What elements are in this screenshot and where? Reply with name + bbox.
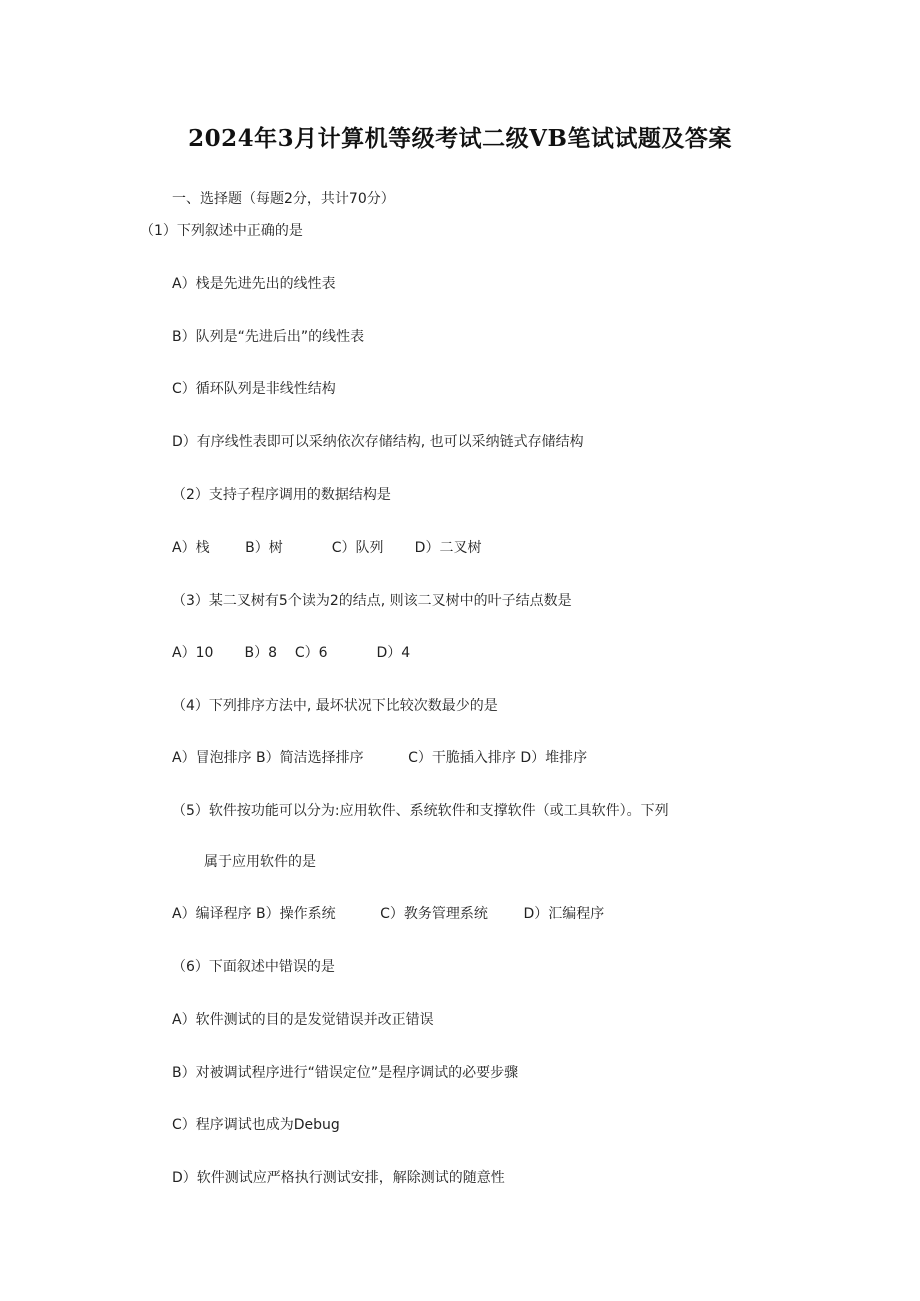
q6-option-d: D）软件测试应严格执行测试安排，解除测试的随意性 [172, 1170, 505, 1186]
q1-option-b: B）队列是“先进后出”的线性表 [172, 329, 365, 345]
question-5-continued: 属于应用软件的是 [204, 854, 316, 870]
q6-option-a: A）软件测试的目的是发觉错误并改正错误 [172, 1012, 434, 1028]
q5-options: A）编译程序 B）操作系统 C）教务管理系统 D）汇编程序 [172, 906, 605, 922]
question-2: （2）支持子程序调用的数据结构是 [172, 487, 391, 503]
question-6: （6）下面叙述中错误的是 [172, 959, 335, 975]
q3-options: A）10 B）8 C）6 D）4 [172, 645, 411, 661]
q4-options: A）冒泡排序 B）简洁选择排序 C）干脆插入排序 D）堆排序 [172, 750, 588, 766]
section-heading: 一、选择题（每题2分，共计70分） [172, 191, 395, 207]
q2-options: A）栈 B）树 C）队列 D）二叉树 [172, 540, 482, 556]
question-3: （3）某二叉树有5个读为2的结点, 则该二叉树中的叶子结点数是 [172, 593, 572, 609]
q6-option-b: B）对被调试程序进行“错误定位”是程序调试的必要步骤 [172, 1065, 519, 1081]
question-1: （1）下列叙述中正确的是 [140, 223, 303, 239]
q6-option-c: C）程序调试也成为Debug [172, 1117, 340, 1133]
document-title: 2024年3月计算机等级考试二级VB笔试试题及答案 [188, 125, 732, 152]
q1-option-a: A）栈是先进先出的线性表 [172, 276, 336, 292]
question-4: （4）下列排序方法中, 最坏状况下比较次数最少的是 [172, 698, 498, 714]
question-5: （5）软件按功能可以分为:应用软件、系统软件和支撑软件（或工具软件）。下列 [172, 803, 669, 819]
q1-option-c: C）循环队列是非线性结构 [172, 381, 336, 397]
q1-option-d: D）有序线性表即可以采纳依次存储结构, 也可以采纳链式存储结构 [172, 434, 584, 450]
